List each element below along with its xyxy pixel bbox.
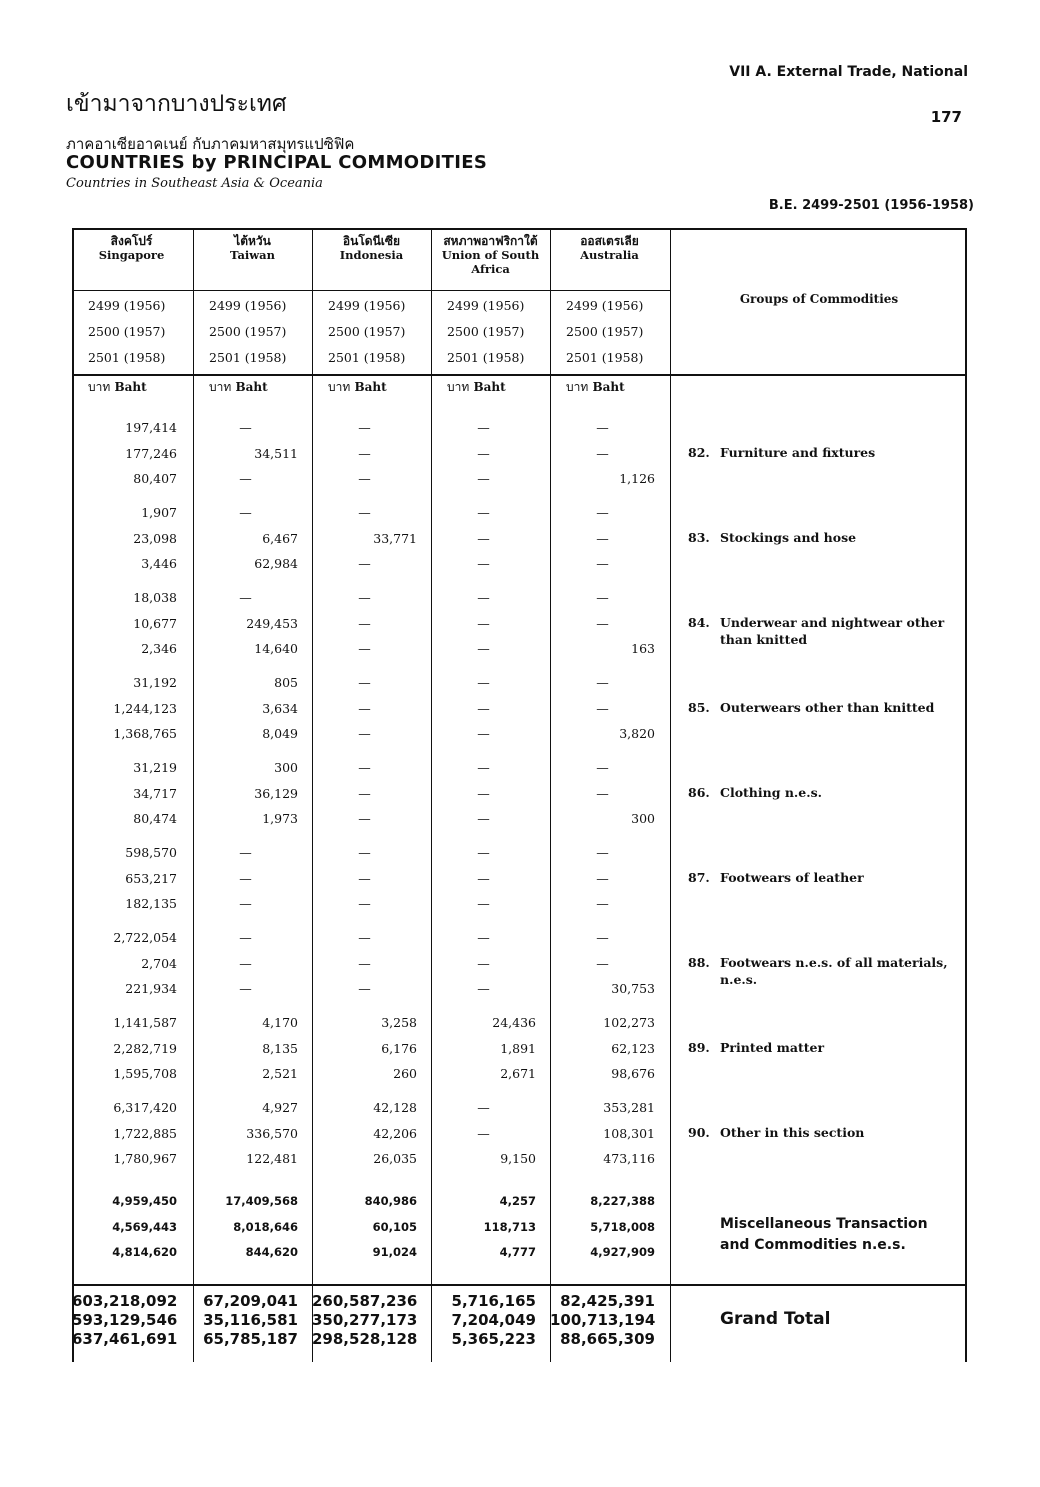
table-cell: 197,414 bbox=[125, 420, 177, 435]
table-cell: 42,206 bbox=[373, 1125, 417, 1141]
table-cell: 2,282,719 bbox=[113, 1040, 177, 1056]
grand-total-cell: 100,713,194 bbox=[550, 1311, 656, 1329]
table-cell: 6,317,420 bbox=[113, 1100, 177, 1115]
table-cell: 177,246 bbox=[125, 445, 177, 461]
grand-total-cell: 298,528,128 bbox=[312, 1330, 418, 1348]
table-cell: 30,753 bbox=[611, 981, 655, 996]
table-cell: — bbox=[477, 845, 490, 860]
commodity-group-label bbox=[688, 614, 960, 648]
commodity-group-number: 88. bbox=[688, 954, 710, 970]
table-cell: 2,521 bbox=[262, 1066, 298, 1081]
table-cell: 336,570 bbox=[246, 1125, 298, 1141]
grand-total-cell: 65,785,187 bbox=[203, 1330, 298, 1348]
table-cell: 221,934 bbox=[125, 981, 177, 996]
commodity-group-number: 89. bbox=[688, 1039, 710, 1055]
table-cell: — bbox=[477, 930, 490, 945]
table-cell: — bbox=[358, 471, 371, 486]
table-cell: 62,123 bbox=[611, 1040, 655, 1056]
column-header-thai: สหภาพอาฟริกาใต้ bbox=[443, 234, 538, 248]
table-cell: — bbox=[358, 700, 371, 716]
unit-label bbox=[328, 378, 387, 397]
table-cell: — bbox=[596, 556, 609, 571]
table-cell: 3,446 bbox=[141, 556, 177, 571]
table-cell: 1,973 bbox=[262, 811, 298, 826]
table-cell: — bbox=[477, 981, 490, 996]
table-cell: — bbox=[477, 811, 490, 826]
commodity-group-label bbox=[688, 699, 960, 716]
year-label: 2500 (1957) bbox=[566, 324, 644, 339]
table-cell: 6,467 bbox=[262, 530, 298, 546]
commodity-group-name: Furniture and fixtures bbox=[720, 444, 876, 460]
column-header-english: Union of South Africa bbox=[441, 248, 540, 276]
unit-english: Baht bbox=[231, 380, 268, 394]
year-label: 2500 (1957) bbox=[447, 324, 525, 339]
table-cell: — bbox=[358, 641, 371, 656]
commodity-group-label bbox=[688, 1124, 960, 1141]
table-right-border bbox=[965, 228, 967, 1362]
table-cell: 14,640 bbox=[254, 641, 298, 656]
table-cell: 1,891 bbox=[500, 1040, 536, 1056]
table-cell: 31,219 bbox=[133, 760, 177, 775]
misc-cell: 17,409,568 bbox=[225, 1194, 298, 1208]
misc-cell: 5,718,008 bbox=[590, 1219, 655, 1234]
table-cell: — bbox=[596, 615, 609, 631]
table-cell: 3,258 bbox=[381, 1015, 417, 1030]
table-cell: 1,780,967 bbox=[113, 1151, 177, 1166]
table-cell: 260 bbox=[393, 1066, 417, 1081]
statistics-table bbox=[72, 228, 966, 1362]
table-cell: — bbox=[358, 590, 371, 605]
table-cell: — bbox=[477, 1125, 490, 1141]
table-cell: 2,704 bbox=[141, 955, 177, 971]
table-cell: 1,595,708 bbox=[113, 1066, 177, 1081]
table-cell: 42,128 bbox=[373, 1100, 417, 1115]
table-cell: — bbox=[358, 420, 371, 435]
grand-total-cell: 35,116,581 bbox=[203, 1311, 298, 1329]
table-cell: — bbox=[596, 420, 609, 435]
table-cell: — bbox=[596, 505, 609, 520]
table-cell: 23,098 bbox=[133, 530, 177, 546]
table-cell: — bbox=[239, 955, 252, 971]
table-cell: 4,170 bbox=[262, 1015, 298, 1030]
table-cell: — bbox=[239, 590, 252, 605]
table-cell: 122,481 bbox=[246, 1151, 298, 1166]
column-header bbox=[431, 234, 550, 276]
table-cell: — bbox=[358, 811, 371, 826]
table-cell: — bbox=[477, 445, 490, 461]
table-cell: 353,281 bbox=[603, 1100, 655, 1115]
table-cell: 26,035 bbox=[373, 1151, 417, 1166]
table-cell: — bbox=[239, 870, 252, 886]
subtitle-thai: ภาคอาเซียอาคเนย์ กับภาคมหาสมุทรแปซิฟิค bbox=[66, 135, 355, 153]
commodity-group-number: 84. bbox=[688, 614, 710, 630]
table-cell: — bbox=[358, 556, 371, 571]
grand-total-cell: 88,665,309 bbox=[560, 1330, 655, 1348]
table-cell: — bbox=[477, 760, 490, 775]
commodity-group-label bbox=[688, 869, 960, 886]
table-cell: 34,511 bbox=[254, 445, 298, 461]
unit-label bbox=[566, 378, 625, 397]
grand-total-cell: 82,425,391 bbox=[560, 1292, 655, 1310]
table-cell: — bbox=[477, 505, 490, 520]
table-cell: — bbox=[596, 955, 609, 971]
unit-label bbox=[447, 378, 506, 397]
commodity-group-name: Footwears of leather bbox=[720, 869, 864, 885]
misc-cell: 8,227,388 bbox=[590, 1194, 655, 1208]
table-cell: — bbox=[358, 675, 371, 690]
commodity-group-label bbox=[688, 954, 960, 988]
misc-cell: 60,105 bbox=[372, 1219, 417, 1234]
unit-english: Baht bbox=[588, 380, 625, 394]
column-header-thai: ไต้หวัน bbox=[234, 234, 271, 248]
table-cell: 1,126 bbox=[619, 471, 655, 486]
table-cell: 182,135 bbox=[125, 896, 177, 911]
table-cell: — bbox=[239, 896, 252, 911]
table-cell: — bbox=[596, 930, 609, 945]
commodity-group-number: 87. bbox=[688, 869, 710, 885]
total-divider bbox=[72, 1284, 966, 1286]
column-header bbox=[550, 234, 669, 262]
year-label: 2500 (1957) bbox=[88, 324, 166, 339]
table-cell: — bbox=[596, 445, 609, 461]
page-number: 177 bbox=[930, 108, 962, 126]
table-cell: — bbox=[477, 530, 490, 546]
table-cell: 2,671 bbox=[500, 1066, 536, 1081]
table-cell: 24,436 bbox=[492, 1015, 536, 1030]
table-cell: — bbox=[239, 930, 252, 945]
unit-label bbox=[209, 378, 268, 397]
period-label: B.E. 2499-2501 (1956-1958) bbox=[768, 198, 974, 213]
table-cell: — bbox=[358, 760, 371, 775]
table-cell: 102,273 bbox=[603, 1015, 655, 1030]
year-label: 2499 (1956) bbox=[328, 298, 406, 313]
commodity-group-name: Other in this section bbox=[720, 1124, 865, 1140]
table-cell: 4,927 bbox=[262, 1100, 298, 1115]
table-cell: — bbox=[596, 870, 609, 886]
table-cell: — bbox=[358, 785, 371, 801]
table-cell: — bbox=[596, 675, 609, 690]
table-cell: 163 bbox=[631, 641, 655, 656]
commodity-group-name: Footwears n.e.s. of all materials, n.e.s. bbox=[720, 954, 948, 987]
unit-english: Baht bbox=[350, 380, 387, 394]
commodity-group-number: 90. bbox=[688, 1124, 710, 1140]
table-cell: 1,907 bbox=[141, 505, 177, 520]
table-cell: 1,368,765 bbox=[113, 726, 177, 741]
column-header bbox=[312, 234, 431, 262]
misc-cell: 4,959,450 bbox=[112, 1194, 177, 1208]
table-cell: 805 bbox=[274, 675, 298, 690]
title-thai: เข้ามาจากบางประเทศ bbox=[66, 91, 287, 117]
table-cell: — bbox=[477, 870, 490, 886]
year-label: 2501 (1958) bbox=[209, 350, 287, 365]
commodity-group-name: Printed matter bbox=[720, 1039, 825, 1055]
table-cell: — bbox=[477, 726, 490, 741]
table-cell: 34,717 bbox=[133, 785, 177, 801]
table-cell: — bbox=[477, 471, 490, 486]
year-label: 2501 (1958) bbox=[447, 350, 525, 365]
table-cell: 80,474 bbox=[133, 811, 177, 826]
column-header-english: Singapore bbox=[98, 248, 165, 262]
table-cell: 3,820 bbox=[619, 726, 655, 741]
table-cell: 300 bbox=[274, 760, 298, 775]
table-cell: 36,129 bbox=[254, 785, 298, 801]
table-cell: — bbox=[477, 420, 490, 435]
table-cell: — bbox=[596, 896, 609, 911]
unit-thai: บาท bbox=[88, 380, 111, 394]
commodity-group-name: Outerwears other than knitted bbox=[720, 699, 935, 715]
table-cell: 473,116 bbox=[603, 1151, 655, 1166]
column-divider bbox=[670, 228, 671, 1362]
column-header-english: Taiwan bbox=[230, 248, 275, 262]
year-divider bbox=[72, 374, 966, 376]
column-header-thai: อินโดนีเซีย bbox=[342, 234, 401, 248]
grand-total-cell: 350,277,173 bbox=[312, 1311, 418, 1329]
table-cell: — bbox=[239, 505, 252, 520]
unit-thai: บาท bbox=[209, 380, 232, 394]
grand-total-cell: 637,461,691 bbox=[72, 1330, 178, 1348]
unit-thai: บาท bbox=[328, 380, 351, 394]
commodity-group-number: 86. bbox=[688, 784, 710, 800]
unit-thai: บาท bbox=[447, 380, 470, 394]
table-cell: 2,722,054 bbox=[113, 930, 177, 945]
table-cell: — bbox=[477, 896, 490, 911]
table-cell: — bbox=[358, 981, 371, 996]
commodity-group-name: Underwear and nightwear other than knitted bbox=[720, 614, 945, 647]
misc-cell: 118,713 bbox=[483, 1219, 536, 1234]
misc-label: Miscellaneous Transaction and Commodities n.e.s. bbox=[720, 1216, 928, 1253]
misc-cell: 4,777 bbox=[499, 1245, 536, 1259]
table-cell: 18,038 bbox=[133, 590, 177, 605]
table-cell: — bbox=[358, 615, 371, 631]
table-cell: 62,984 bbox=[254, 556, 298, 571]
grand-total-cell: 7,204,049 bbox=[451, 1311, 536, 1329]
table-cell: — bbox=[239, 420, 252, 435]
misc-cell: 844,620 bbox=[245, 1245, 298, 1259]
table-cell: 653,217 bbox=[125, 870, 177, 886]
misc-cell: 4,814,620 bbox=[112, 1245, 177, 1259]
table-cell: 8,135 bbox=[262, 1040, 298, 1056]
commodity-group-number: 82. bbox=[688, 444, 710, 460]
table-cell: 9,150 bbox=[500, 1151, 536, 1166]
table-top-border bbox=[72, 228, 966, 230]
misc-cell: 4,569,443 bbox=[112, 1219, 177, 1234]
grand-total-cell: 603,218,092 bbox=[72, 1292, 178, 1310]
table-cell: 10,677 bbox=[133, 615, 177, 631]
table-cell: 33,771 bbox=[373, 530, 417, 546]
misc-cell: 840,986 bbox=[364, 1194, 417, 1208]
commodity-group-label bbox=[688, 529, 960, 546]
year-label: 2501 (1958) bbox=[328, 350, 406, 365]
commodity-group-label bbox=[688, 1039, 960, 1056]
commodity-group-name: Stockings and hose bbox=[720, 529, 857, 545]
unit-english: Baht bbox=[110, 380, 147, 394]
column-header-english: Indonesia bbox=[339, 248, 404, 262]
table-cell: — bbox=[358, 955, 371, 971]
table-cell: 31,192 bbox=[133, 675, 177, 690]
table-cell: — bbox=[477, 785, 490, 801]
table-cell: 3,634 bbox=[262, 700, 298, 716]
table-cell: — bbox=[477, 615, 490, 631]
misc-cell: 8,018,646 bbox=[233, 1219, 298, 1234]
table-cell: — bbox=[358, 896, 371, 911]
misc-cell: 4,257 bbox=[499, 1194, 536, 1208]
table-cell: 598,570 bbox=[125, 845, 177, 860]
commodity-group-name: Clothing n.e.s. bbox=[720, 784, 822, 800]
year-label: 2501 (1958) bbox=[88, 350, 166, 365]
table-cell: — bbox=[358, 870, 371, 886]
unit-label bbox=[88, 378, 147, 397]
table-cell: 1,244,123 bbox=[113, 700, 177, 716]
table-cell: 98,676 bbox=[611, 1066, 655, 1081]
misc-cell: 91,024 bbox=[372, 1245, 417, 1259]
unit-thai: บาท bbox=[566, 380, 589, 394]
table-cell: — bbox=[596, 590, 609, 605]
table-cell: 8,049 bbox=[262, 726, 298, 741]
table-cell: — bbox=[358, 845, 371, 860]
commodity-group-number: 85. bbox=[688, 699, 710, 715]
unit-english: Baht bbox=[469, 380, 506, 394]
commodity-group-label bbox=[688, 444, 960, 461]
table-cell: — bbox=[358, 445, 371, 461]
commodity-group-number: 83. bbox=[688, 529, 710, 545]
table-cell: — bbox=[477, 700, 490, 716]
table-cell: — bbox=[477, 675, 490, 690]
table-cell: — bbox=[477, 1100, 490, 1115]
grand-total-cell: 5,716,165 bbox=[451, 1292, 536, 1310]
year-label: 2499 (1956) bbox=[88, 298, 166, 313]
table-cell: 80,407 bbox=[133, 471, 177, 486]
column-header-thai: สิงคโปร์ bbox=[110, 234, 153, 248]
table-cell: 108,301 bbox=[603, 1125, 655, 1141]
column-header bbox=[72, 234, 191, 262]
grand-total-cell: 593,129,546 bbox=[72, 1311, 178, 1329]
year-label: 2500 (1957) bbox=[328, 324, 406, 339]
column-header-english: Australia bbox=[580, 248, 639, 262]
table-cell: 1,722,885 bbox=[113, 1125, 177, 1141]
table-cell: — bbox=[596, 785, 609, 801]
table-cell: 6,176 bbox=[381, 1040, 417, 1056]
table-cell: — bbox=[477, 590, 490, 605]
table-cell: 300 bbox=[631, 811, 655, 826]
year-label: 2499 (1956) bbox=[566, 298, 644, 313]
table-cell: — bbox=[596, 530, 609, 546]
table-cell: — bbox=[477, 955, 490, 971]
column-header-thai: ออสเตรเลีย bbox=[580, 234, 639, 248]
year-label: 2501 (1958) bbox=[566, 350, 644, 365]
table-cell: — bbox=[239, 471, 252, 486]
table-cell: — bbox=[596, 845, 609, 860]
table-cell: 2,346 bbox=[141, 641, 177, 656]
table-cell: — bbox=[239, 981, 252, 996]
groups-header: Groups of Commodities bbox=[739, 292, 899, 306]
grand-total-cell: 260,587,236 bbox=[312, 1292, 418, 1310]
title-english: COUNTRIES by PRINCIPAL COMMODITIES bbox=[66, 152, 488, 173]
table-cell: — bbox=[358, 930, 371, 945]
subtitle-english: Countries in Southeast Asia & Oceania bbox=[66, 176, 323, 191]
misc-cell: 4,927,909 bbox=[590, 1245, 655, 1259]
header-divider bbox=[72, 290, 670, 291]
table-cell: — bbox=[477, 556, 490, 571]
grand-total-cell: 67,209,041 bbox=[203, 1292, 298, 1310]
table-cell: 1,141,587 bbox=[113, 1015, 177, 1030]
table-cell: — bbox=[239, 845, 252, 860]
table-cell: — bbox=[477, 641, 490, 656]
column-header bbox=[193, 234, 312, 262]
year-label: 2500 (1957) bbox=[209, 324, 287, 339]
year-label: 2499 (1956) bbox=[209, 298, 287, 313]
commodity-group-label bbox=[688, 784, 960, 801]
table-cell: — bbox=[358, 505, 371, 520]
grand-total-cell: 5,365,223 bbox=[451, 1330, 536, 1348]
table-cell: — bbox=[596, 700, 609, 716]
table-cell: 249,453 bbox=[246, 615, 298, 631]
header-right-title: VII A. External Trade, National bbox=[729, 64, 968, 80]
year-label: 2499 (1956) bbox=[447, 298, 525, 313]
table-cell: — bbox=[596, 760, 609, 775]
table-cell: — bbox=[358, 726, 371, 741]
grand-total-label: Grand Total bbox=[720, 1309, 831, 1329]
